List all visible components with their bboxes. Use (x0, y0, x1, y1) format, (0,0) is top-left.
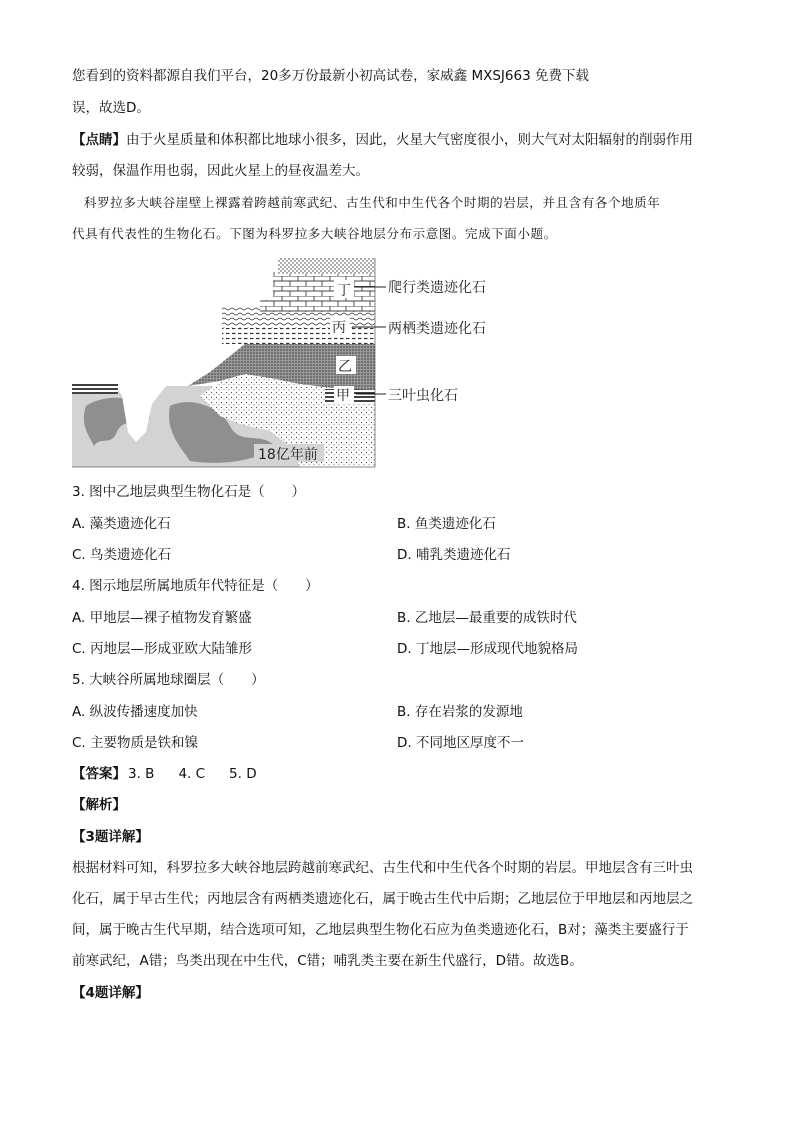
question-4-option-d: D. 丁地层—形成现代地貌格局 (397, 641, 578, 657)
q3-detail-line-2: 化石，属于早古生代；丙地层含有两栖类遗迹化石，属于晚古生代中后期；乙地层位于甲地层和丙地层之 (72, 891, 693, 907)
stratum-bing-lower (222, 328, 375, 344)
layer-label-jia: 甲 (336, 388, 350, 404)
q3-detail-line-1: 根据材料可知，科罗拉多大峡谷地层跨越前寒武纪、古生代和中生代各个时期的岩层。甲地层含有三叶虫 (72, 860, 693, 876)
answer-item: 4. C (178, 766, 206, 782)
question-5-option-a: A. 纵波传播速度加快 (72, 704, 198, 720)
tip-line-2: 较弱，保温作用也弱，因此火星上的昼夜温差大。 (72, 163, 369, 179)
q4-detail-label: 【4题详解】 (72, 985, 149, 1001)
question-3-option-c: C. 鸟类遗迹化石 (72, 547, 172, 563)
question-4-option-b: B. 乙地层—最重要的成铁时代 (397, 610, 577, 626)
stratum-ding (273, 272, 375, 312)
question-3-stem: 3. 图中乙地层典型生物化石是（ ） (72, 484, 306, 500)
question-3-option-a: A. 藻类遗迹化石 (72, 516, 171, 532)
layer-label-bing: 丙 (332, 320, 346, 336)
top-dotted-cap (278, 258, 375, 274)
question-3-option-b: B. 鱼类遗迹化石 (397, 516, 496, 532)
q3-detail-label: 【3题详解】 (72, 829, 149, 845)
stratum-jia-left (72, 384, 118, 394)
question-3-option-d: D. 哺乳类遗迹化石 (397, 547, 511, 563)
callout-amphibian-fossil: 两栖类遗迹化石 (388, 321, 486, 337)
question-5-option-d: D. 不同地区厚度不一 (397, 735, 524, 751)
layer-label-yi: 乙 (338, 359, 352, 375)
material-line-1: 科罗拉多大峡谷崖壁上裸露着跨越前寒武纪、古生代和中生代各个时期的岩层，并且含有各个地质年 (84, 195, 661, 210)
answer-item: 5. D (229, 766, 257, 782)
tip-label: 【点睛】 (72, 132, 126, 148)
promo-header: 您看到的资料都源自我们平台，20多万份最新小初高试卷，家威鑫 MXSJ663 免费下载 (72, 68, 589, 84)
age-label: 18亿年前 (258, 447, 318, 463)
answer-label: 【答案】 (72, 766, 126, 782)
q3-detail-line-4: 前寒武纪，A错；鸟类出现在中生代，C错；哺乳类主要在新生代盛行，D错。故选B。 (72, 953, 583, 969)
callout-trilobite-fossil: 三叶虫化石 (388, 388, 458, 404)
canyon-strata-diagram (70, 256, 500, 471)
question-5-option-c: C. 主要物质是铁和镍 (72, 735, 199, 751)
question-5-stem: 5. 大峡谷所属地球圈层（ ） (72, 672, 265, 688)
question-4-stem: 4. 图示地层所属地质年代特征是（ ） (72, 578, 319, 594)
answer-item: 3. B (128, 766, 155, 782)
layer-label-ding: 丁 (337, 283, 351, 299)
tip-paragraph (72, 130, 693, 150)
tip-line-1: 由于火星质量和体积都比地球小很多，因此，火星大气密度很小，则大气对太阳辐射的削弱作用 (126, 132, 693, 148)
q3-detail-line-3: 间，属于晚古生代早期，结合选项可知，乙地层典型生物化石应为鱼类遗迹化石，B对；藻类主要盛行于 (72, 922, 689, 938)
material-line-2: 代具有代表性的生物化石。下图为科罗拉多大峡谷地层分布示意图。完成下面小题。 (72, 226, 557, 241)
callout-reptile-fossil: 爬行类遗迹化石 (388, 280, 486, 296)
question-4-option-c: C. 丙地层—形成亚欧大陆雏形 (72, 641, 253, 657)
question-4-option-a: A. 甲地层—裸子植物发育繁盛 (72, 610, 252, 626)
answer-line (72, 764, 281, 784)
analysis-label: 【解析】 (72, 797, 126, 813)
question-5-option-b: B. 存在岩浆的发源地 (397, 704, 523, 720)
previous-answer-tail: 误，故选D。 (72, 100, 150, 116)
